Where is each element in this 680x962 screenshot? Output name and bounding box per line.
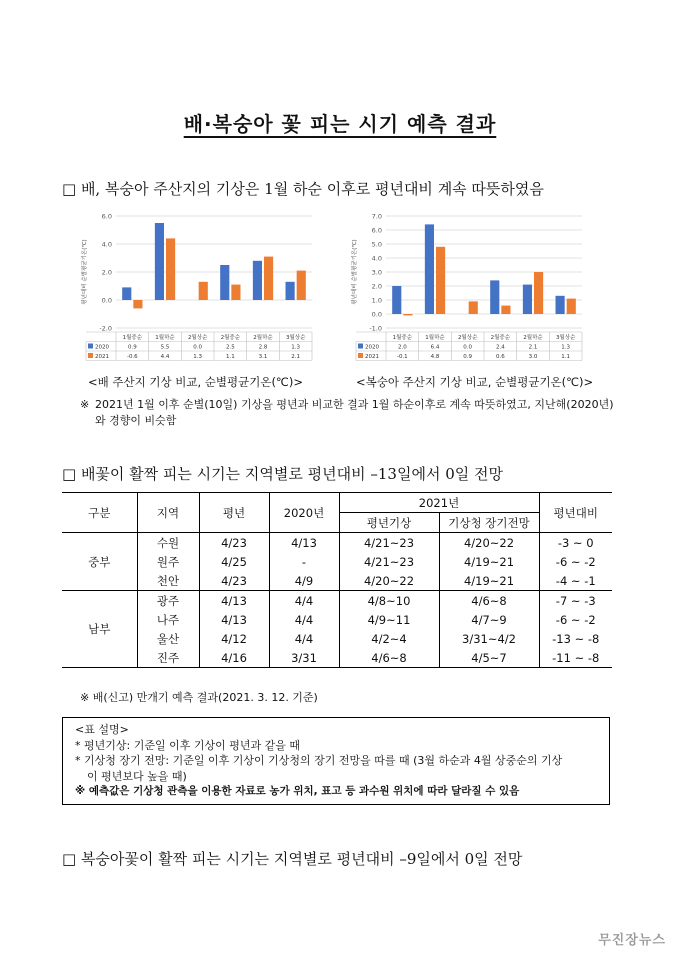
peach-weather-chart <box>350 210 590 370</box>
cell-normal-weather: 4/20~22 <box>339 571 439 591</box>
data-label: 2.0 <box>397 344 407 351</box>
cell-normal: 4/23 <box>199 533 269 553</box>
cell-diff: -11 ~ -8 <box>539 648 612 668</box>
cell-2020: 4/4 <box>269 610 339 629</box>
cell-normal-weather: 4/8~10 <box>339 591 439 611</box>
pear-weather-chart <box>80 210 320 370</box>
data-label: 4.4 <box>160 354 170 360</box>
header-normal: 평년 <box>199 493 269 533</box>
y-tick-label: 4.0 <box>371 254 382 263</box>
note-mark: ※ <box>80 398 90 411</box>
cell-normal: 4/23 <box>199 571 269 591</box>
y-tick-label: 3.0 <box>371 268 382 277</box>
data-label: 0.9 <box>127 344 137 351</box>
data-label: -0.6 <box>126 354 138 360</box>
bar-2021 <box>166 238 175 300</box>
cell-normal: 4/25 <box>199 552 269 571</box>
y-tick-label: 0.0 <box>101 296 112 305</box>
weather-note <box>80 397 620 429</box>
x-category-label: 2월하순 <box>253 335 273 341</box>
cell-2020: - <box>269 552 339 571</box>
bar-2020 <box>286 282 295 300</box>
explanation-title: <표 설명> <box>75 723 129 736</box>
cell-region: 울산 <box>137 629 199 648</box>
bar-2020 <box>392 286 401 314</box>
cell-diff: -13 ~ -8 <box>552 631 600 646</box>
cell-diff: -6 ~ -2 <box>555 554 596 569</box>
bar-2020 <box>425 224 434 314</box>
cell-kma: 3/31~4/2 <box>439 629 539 648</box>
cell-diff: -4 ~ -1 <box>539 571 612 591</box>
legend-swatch <box>88 344 93 349</box>
y-tick-label: 1.0 <box>371 296 382 305</box>
cell-kma: 4/6~8 <box>439 591 539 611</box>
data-label: 3.1 <box>258 354 268 360</box>
data-label: 3.0 <box>528 354 538 360</box>
bar-2021 <box>469 301 478 314</box>
bar-2020 <box>490 280 499 314</box>
header-region-group: 구분 <box>62 493 137 533</box>
bar-2021 <box>436 247 445 314</box>
cell-kma: 4/5~7 <box>439 648 539 668</box>
x-category-label: 2월중순 <box>220 335 241 341</box>
x-category-label: 1월중순 <box>392 335 413 341</box>
bar-2020 <box>523 285 532 314</box>
y-tick-label: 4.0 <box>101 240 112 249</box>
section-heading-peach: □ 복숭아꽃이 활짝 피는 시기는 지역별로 평년대비 –9일에서 0일 전망 <box>62 850 523 868</box>
section-heading-weather: □ 배, 복숭아 주산지의 기상은 1월 하순 이후로 평년대비 계속 따뜻하였음 <box>62 180 544 198</box>
bar-2020 <box>155 223 164 300</box>
explanation-warning: ※ 예측값은 기상청 관측을 이용한 자료로 농가 위치, 표고 등 과수원 위치에 따라 달라질 수 있음 <box>75 785 520 797</box>
x-category-label: 3월상순 <box>555 335 576 341</box>
cell-normal-weather: 4/2~4 <box>339 629 439 648</box>
cell-2020: 4/4 <box>269 629 339 648</box>
header-kma-forecast: 기상청 장기전망 <box>439 513 539 533</box>
explanation-item: * 기상청 장기 전망: 기준일 이후 기상이 기상청의 장기 전망을 따를 때 (3월 하순과 4월 상중순의 기상 <box>75 754 563 767</box>
cell-2020: 4/4 <box>269 591 339 611</box>
y-tick-label: -1.0 <box>369 324 382 333</box>
cell-normal: 4/16 <box>199 648 269 668</box>
x-category-label: 2월상순 <box>187 335 208 341</box>
cell-normal-weather: 4/6~8 <box>339 648 439 668</box>
bar-2021 <box>133 300 142 308</box>
data-label: 2.8 <box>258 344 268 351</box>
page-title: 배·복숭아 꽃 피는 시기 예측 결과 <box>183 112 497 136</box>
cell-normal-weather: 4/21~23 <box>339 552 439 571</box>
y-tick-label: 5.0 <box>371 240 382 249</box>
group-south: 남부 <box>62 591 137 668</box>
data-label: 1.1 <box>225 354 235 360</box>
bar-2021 <box>231 285 240 300</box>
pear-chart-caption: <배 주산지 기상 비교, 순별평균기온(℃)> <box>88 375 303 389</box>
section-heading-pear: □ 배꽃이 활짝 피는 시기는 지역별로 평년대비 –13일에서 0일 전망 <box>62 465 503 483</box>
data-label: 5.5 <box>160 344 170 351</box>
legend-series-name: 2021 <box>365 354 379 360</box>
data-label: 2.4 <box>495 344 505 351</box>
legend-series-name: 2021 <box>95 354 109 360</box>
y-axis-label: 평년대비 순별평균기온(℃) <box>82 239 88 305</box>
x-category-label: 2월상순 <box>457 335 478 341</box>
data-label: 0.6 <box>495 354 505 360</box>
bar-2020 <box>253 261 262 300</box>
cell-normal: 4/12 <box>199 629 269 648</box>
data-label: 1.3 <box>193 354 203 360</box>
data-label: 2.1 <box>528 344 538 351</box>
cell-2020: 3/31 <box>269 648 339 668</box>
cell-2020: 4/9 <box>269 571 339 591</box>
note-text: 2021년 1월 이후 순별(10일) 기상을 평년과 비교한 결과 1월 하순이후로 계속 따뜻하였고, 지난해(2020년)와 경향이 비슷함 <box>95 398 614 427</box>
peach-chart-caption: <복숭아 주산지 기상 비교, 순별평균기온(℃)> <box>356 375 594 389</box>
data-label: 2.1 <box>291 354 301 360</box>
y-tick-label: 6.0 <box>371 226 382 235</box>
y-tick-label: 7.0 <box>371 212 382 221</box>
cell-normal-weather: 4/9~11 <box>339 610 439 629</box>
bar-2021 <box>403 314 412 315</box>
y-tick-label: 0.0 <box>371 310 382 319</box>
cell-kma: 4/20~22 <box>439 533 539 553</box>
cell-normal-weather: 4/21~23 <box>339 533 439 553</box>
legend-swatch <box>358 344 363 349</box>
table-explanation-box <box>62 717 610 805</box>
cell-diff: -6 ~ -2 <box>555 612 596 627</box>
y-tick-label: 6.0 <box>101 212 112 221</box>
data-label: 2.5 <box>225 344 235 351</box>
data-label: 1.3 <box>291 344 301 351</box>
group-central: 중부 <box>62 533 137 591</box>
data-label: 0.0 <box>463 344 473 351</box>
cell-region: 천안 <box>137 571 199 591</box>
cell-kma: 4/19~21 <box>439 571 539 591</box>
cell-normal: 4/13 <box>199 610 269 629</box>
cell-2020: 4/13 <box>269 533 339 553</box>
x-category-label: 2월하순 <box>523 335 543 341</box>
x-category-label: 1월하순 <box>155 335 175 341</box>
cell-kma: 4/7~9 <box>439 610 539 629</box>
bar-2021 <box>534 272 543 314</box>
y-tick-label: 2.0 <box>371 282 382 291</box>
data-label: 0.9 <box>463 354 473 360</box>
pear-bloom-table <box>62 492 612 668</box>
legend-series-name: 2020 <box>95 344 109 351</box>
x-category-label: 1월하순 <box>425 335 445 341</box>
cell-region: 진주 <box>137 648 199 668</box>
data-label: 0.0 <box>193 344 203 351</box>
header-normal-weather: 평년기상 <box>339 513 439 533</box>
x-category-label: 1월중순 <box>122 335 143 341</box>
legend-swatch <box>358 353 363 358</box>
x-category-label: 2월중순 <box>490 335 511 341</box>
cell-diff: -7 ~ -3 <box>555 593 596 608</box>
data-label: 1.1 <box>561 354 571 360</box>
bar-2020 <box>122 287 131 300</box>
bar-2021 <box>567 299 576 314</box>
legend-swatch <box>88 353 93 358</box>
bar-2021 <box>501 306 510 314</box>
cell-region: 원주 <box>137 552 199 571</box>
cell-region: 광주 <box>137 591 199 611</box>
bar-2021 <box>264 257 273 300</box>
bar-2020 <box>220 265 229 300</box>
y-tick-label: -2.0 <box>99 324 112 333</box>
data-label: 1.3 <box>561 344 571 351</box>
watermark-logo: 무진장뉴스 <box>598 933 666 948</box>
data-label: -0.1 <box>396 354 408 360</box>
cell-region: 나주 <box>137 610 199 629</box>
cell-region: 수원 <box>137 533 199 553</box>
y-axis-label: 평년대비 순별평균기온(℃) <box>352 239 358 305</box>
header-2021: 2021년 <box>339 493 539 513</box>
cell-normal: 4/13 <box>199 591 269 611</box>
bar-2020 <box>556 296 565 314</box>
y-tick-label: 2.0 <box>101 268 112 277</box>
header-diff: 평년대비 <box>539 493 612 533</box>
table-source-note: ※ 배(신고) 만개기 예측 결과(2021. 3. 12. 기준) <box>80 691 318 704</box>
cell-kma: 4/19~21 <box>439 552 539 571</box>
legend-series-name: 2020 <box>365 344 379 351</box>
header-2020: 2020년 <box>269 493 339 533</box>
header-region: 지역 <box>137 493 199 533</box>
bar-2021 <box>297 271 306 300</box>
cell-diff: -3 ~ 0 <box>557 535 594 550</box>
explanation-item: * 평년기상: 기준일 이후 기상이 평년과 같을 때 <box>75 738 300 752</box>
x-category-label: 3월상순 <box>285 335 306 341</box>
data-label: 6.4 <box>430 344 440 351</box>
data-label: 4.8 <box>430 354 440 360</box>
bar-2021 <box>199 282 208 300</box>
explanation-item-cont: 이 평년보다 높을 때) <box>87 769 187 783</box>
